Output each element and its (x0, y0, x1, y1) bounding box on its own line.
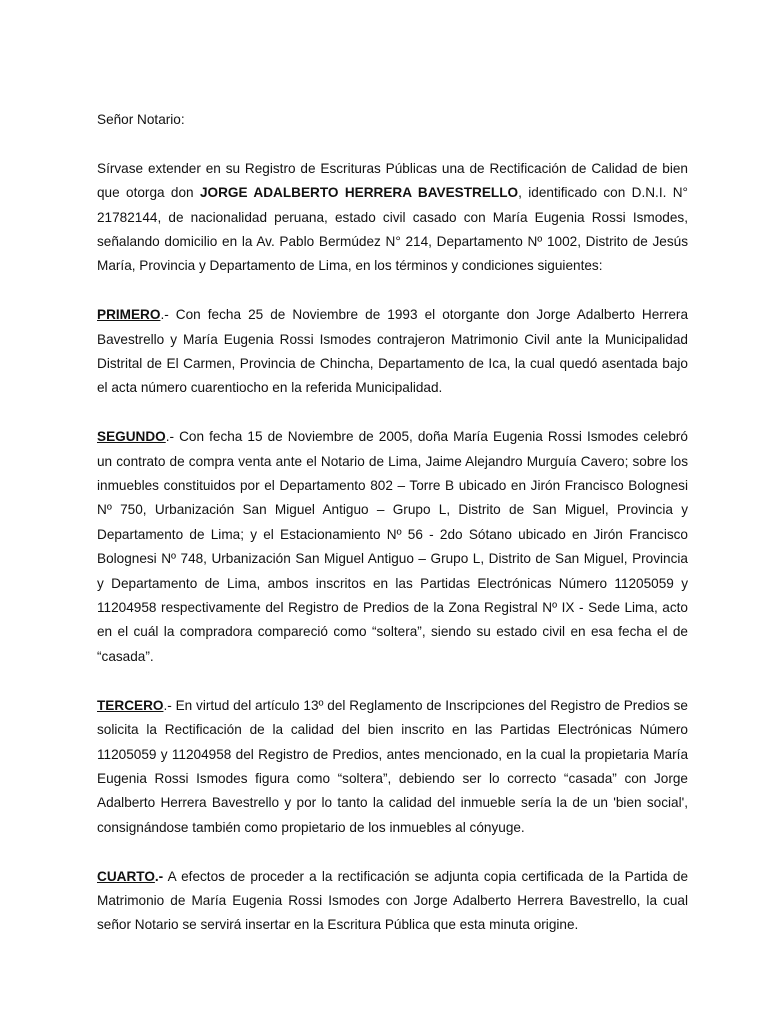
clause-text: Con fecha 25 de Noviembre de 1993 el otorgante don Jorge Adalberto Herrera Bavestrello y María Eugenia Rossi Ismodes contrajeron Matrimonio Civil ante la Municipalidad Distrital de El Carmen, Provincia de Chincha, Departamento de Ica, la cual quedó asentada bajo el acta número cuarentiocho en la referida Municipalidad. (97, 307, 688, 396)
clause-separator: .- (163, 697, 172, 713)
document-page (97, 108, 688, 962)
clause-text: En virtud del artículo 13º del Reglamento de Inscripciones del Registro de Predios se solicita la Rectificación de la calidad del bien inscrito en las Partidas Electrónicas Número 11205059 y 11204958 del Registro de Predios, antes mencionado, en la cual la propietaria María Eugenia Rossi Ismodes figura como “soltera”, debiendo ser lo correcto “casada” con Jorge Adalberto Herrera Bavestrello y por lo tanto la calidad del inmueble sería la de un 'bien social', consignándose también como propietario de los inmuebles al cónyuge. (97, 697, 688, 835)
intro-paragraph (97, 157, 688, 279)
greeting: Señor Notario: (97, 112, 185, 127)
intro-text-before-name: Sírvase extender en su Registro de Escrituras Públicas una de Rectificación de Calidad de bien que otorga don (97, 160, 688, 201)
clause-primero (97, 303, 688, 401)
grantor-name: JORGE ADALBERTO HERRERA BAVESTRELLO (199, 185, 519, 201)
clause-heading: PRIMERO (97, 307, 161, 323)
clause-text: A efectos de proceder a la rectificación se adjunta copia certificada de la Partida de Matrimonio de María Eugenia Rossi Ismodes con Jorge Adalberto Herrera Bavestrello, la cual señor Notario se servirá insertar en la Escritura Pública que esta minuta origine. (97, 868, 688, 933)
clause-text: Con fecha 15 de Noviembre de 2005, doña María Eugenia Rossi Ismodes celebró un contrato de compra venta ante el Notario de Lima, Jaime Alejandro Murguía Cavero; sobre los inmuebles constituidos por el Departamento 802 – Torre B ubicado en Jirón Francisco Bolognesi Nº 750, Urbanización San Miguel Antiguo – Grupo L, Distrito de San Miguel, Provincia y Departamento de Lima; y el Estacionamiento Nº 56 - 2do Sótano ubicado en Jirón Francisco Bolognesi Nº 748, Urbanización San Miguel Antiguo – Grupo L, Distrito de San Miguel, Provincia y Departamento de Lima, ambos inscritos en las Partidas Electrónicas Número 11205059 y 11204958 respectivamente del Registro de Predios de la Zona Registral Nº IX - Sede Lima, acto en el cuál la compradora compareció como “soltera”, siendo su estado civil en esa fecha el de “casada”. (97, 429, 688, 664)
clause-heading: TERCERO (97, 697, 164, 713)
clause-cuarto (97, 865, 688, 938)
clause-heading: CUARTO (97, 868, 155, 884)
clause-segundo (97, 425, 688, 669)
clause-tercero (97, 694, 688, 840)
clause-heading: SEGUNDO (97, 429, 166, 445)
clause-separator: .- (165, 429, 175, 445)
intro-text-after-name: , identificado con D.N.I. N° 21782144, de nacionalidad peruana, estado civil casado con María Eugenia Rossi Ismodes, señalando domicilio en la Av. Pablo Bermúdez N° 214, Departamento Nº 1002, Distrito de Jesús María, Provincia y Departamento de Lima, en los términos y condiciones siguientes: (97, 185, 688, 274)
clause-separator: .- (160, 307, 169, 323)
clause-separator: .- (154, 868, 164, 884)
